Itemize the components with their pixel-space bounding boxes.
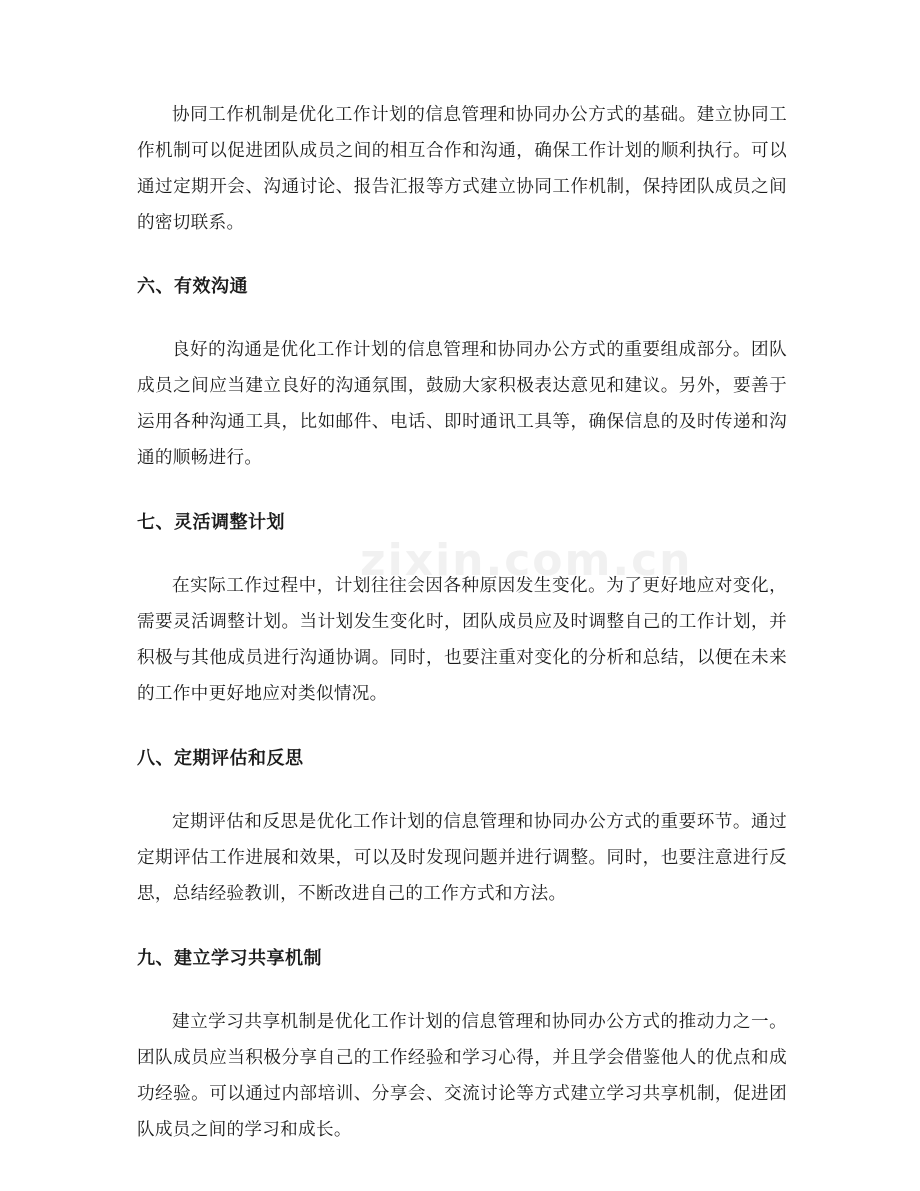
section-heading: 八、定期评估和反思 bbox=[137, 748, 304, 769]
watermark: zixin.com.cn bbox=[360, 535, 693, 586]
section-paragraph: 良好的沟通是优化工作计划的信息管理和协同办公方式的重要组成部分。团队成员之间应当建立良好的沟通氛围，鼓励大家积极表达意见和建议。另外，要善于运用各种沟通工具，比如邮件、电话、即时通讯工具等，确保信息的及时传递和沟通的顺畅进行。 bbox=[137, 340, 787, 468]
section-effective-communication bbox=[137, 269, 787, 476]
section-heading: 六、有效沟通 bbox=[137, 276, 248, 297]
section-heading: 九、建立学习共享机制 bbox=[137, 948, 322, 969]
intro-paragraph: 协同工作机制是优化工作计划的信息管理和协同办公方式的基础。建立协同工作机制可以促进团队成员之间的相互合作和沟通，确保工作计划的顺利执行。可以通过定期开会、沟通讨论、报告汇报等方式建立协同工作机制，保持团队成员之间的密切联系。 bbox=[137, 105, 787, 233]
section-paragraph: 定期评估和反思是优化工作计划的信息管理和协同办公方式的重要环节。通过定期评估工作进展和效果，可以及时发现问题并进行调整。同时，也要注意进行反思，总结经验教训，不断改进自己的工作方式和方法。 bbox=[137, 812, 787, 904]
document-page bbox=[137, 97, 787, 1177]
section-flexible-adjustment bbox=[137, 505, 787, 712]
section-heading: 七、灵活调整计划 bbox=[137, 512, 285, 533]
section-paragraph: 建立学习共享机制是优化工作计划的信息管理和协同办公方式的推动力之一。团队成员应当积极分享自己的工作经验和学习心得，并且学会借鉴他人的优点和成功经验。可以通过内部培训、分享会、交流讨论等方式建立学习共享机制，促进团队成员之间的学习和成长。 bbox=[137, 1012, 787, 1140]
section-paragraph: 在实际工作过程中，计划往往会因各种原因发生变化。为了更好地应对变化，需要灵活调整计划。当计划发生变化时，团队成员应及时调整自己的工作计划，并积极与其他成员进行沟通协调。同时，也要注重对变化的分析和总结，以便在未来的工作中更好地应对类似情况。 bbox=[137, 576, 787, 704]
section-learning-sharing bbox=[137, 941, 787, 1148]
section-periodic-evaluation bbox=[137, 741, 787, 912]
